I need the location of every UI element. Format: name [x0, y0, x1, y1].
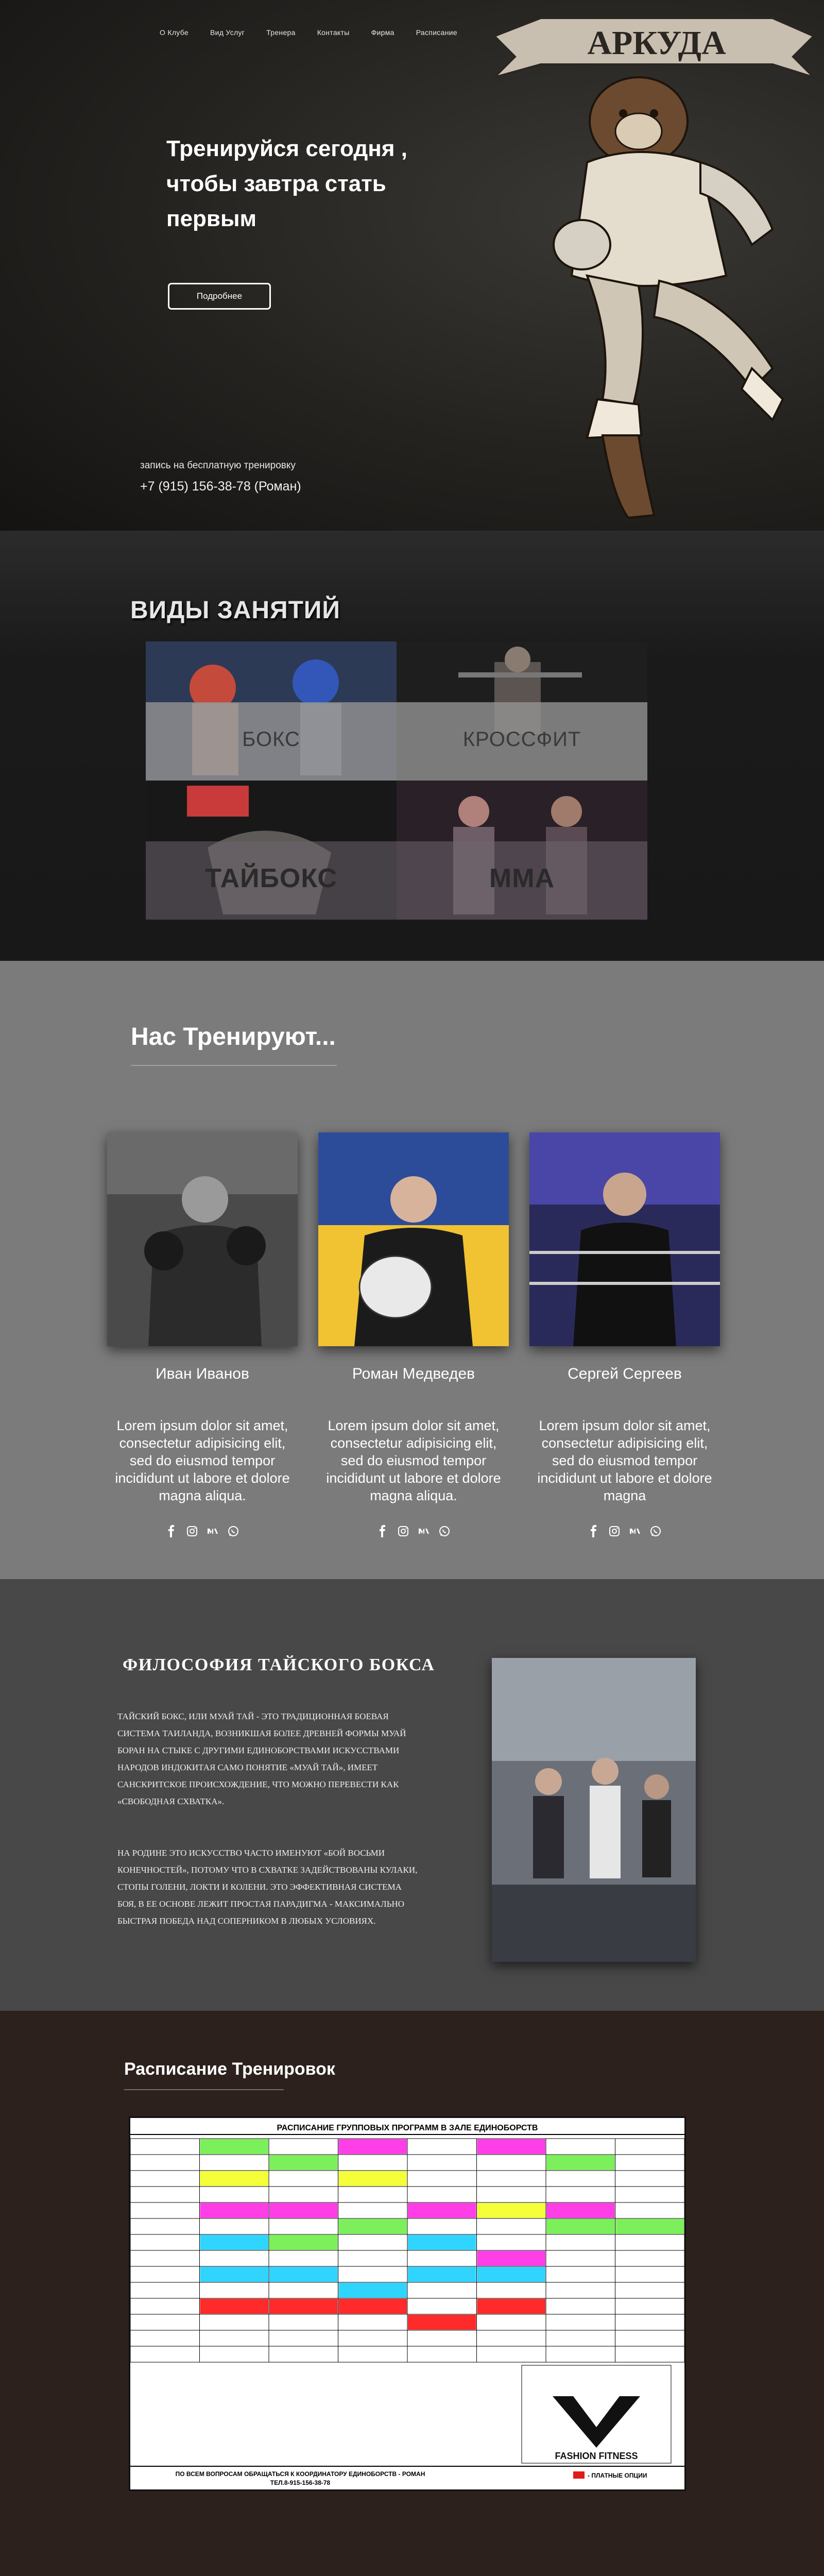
- tile-label: ТАЙБОКС: [205, 863, 337, 893]
- schedule-cell: [546, 2203, 615, 2218]
- schedule-cell: [200, 2203, 269, 2218]
- schedule-header: РАСПИСАНИЕ ГРУППОВЫХ ПРОГРАММ В ЗАЛЕ ЕДИНОБОРСТВ: [277, 2124, 538, 2132]
- vk-icon[interactable]: [418, 1525, 430, 1537]
- schedule-cell: [408, 2267, 476, 2282]
- hero-title: [166, 131, 475, 236]
- hero-title-line: первым: [166, 206, 257, 231]
- hero-phone[interactable]: +7 (915) 156-38-78 (Роман): [140, 479, 301, 494]
- vk-icon[interactable]: [629, 1525, 641, 1537]
- hero-title-line: чтобы завтра стать: [166, 171, 386, 196]
- logo-text: АРКУДА: [587, 24, 726, 62]
- schedule-cell: [200, 2171, 269, 2186]
- schedule-cell: [269, 2235, 338, 2250]
- schedule-footer: ПО ВСЕМ ВОПРОСАМ ОБРАЩАТЬСЯ К КООРДИНАТОРУ ЕДИНОБОРСТВ - РОМАН: [175, 2470, 425, 2478]
- schedule-cell: [269, 2203, 338, 2218]
- philosophy-paragraph: ТАЙСКИЙ БОКС, ИЛИ МУАЙ ТАЙ - ЭТО ТРАДИЦИОННАЯ БОЕВАЯ СИСТЕМА ТАИЛАНДА, ВОЗНИКШАЯ БОЛЕЕ ДРЕВНЕЙ ФОРМЫ МУАЙ БОРАН НА СТЫКЕ С ДРУГИМИ ЕДИНОБОРСТВАМИ ИСКУССТВАМИ НАРОДОВ ИНДОКИТАЯ САМО ПОНЯТИЕ «МУАЙ ТАЙ», ИМЕЕТ САНСКРИТСКОЕ ПРОИСХОЖДЕНИЕ, ЧТО МОЖНО ПЕРЕВЕСТИ КАК «СВОБОДНАЯ СХВАТКА».: [117, 1711, 406, 1806]
- schedule-cell: [408, 2203, 476, 2218]
- coach-photo: [318, 1132, 509, 1346]
- tile-label: БОКС: [242, 728, 300, 751]
- schedule-cell: [200, 2299, 269, 2314]
- main-nav: [160, 28, 457, 37]
- coach-photo: [529, 1132, 720, 1346]
- schedule-cell: [339, 2171, 407, 2186]
- hero-title-line: Тренируйся сегодня ,: [166, 136, 407, 161]
- coach-name: Роман Медведев: [352, 1365, 475, 1382]
- schedule-cell: [339, 2299, 407, 2314]
- club-logo: [484, 8, 824, 523]
- coach-photo: [107, 1132, 298, 1346]
- schedule-cell: [408, 2235, 476, 2250]
- whatsapp-icon[interactable]: [438, 1525, 451, 1537]
- coach-social: [107, 1525, 298, 1537]
- schedule-table: [129, 2116, 686, 2491]
- tile-mma[interactable]: [397, 781, 647, 920]
- schedule-title: Расписание Тренировок: [124, 2059, 335, 2079]
- nav-item-firm[interactable]: Фирма: [371, 28, 394, 37]
- schedule-footer-phone: ТЕЛ.8-915-156-38-78: [270, 2479, 331, 2486]
- schedule-cell: [477, 2299, 546, 2314]
- coach-name: Иван Иванов: [156, 1365, 249, 1382]
- nav-item-about[interactable]: О Клубе: [160, 28, 189, 37]
- coach-social: [318, 1525, 509, 1537]
- coach-text: Lorem ipsum dolor sit amet, consectetur adipisicing elit, sed do eiusmod tempor incididunt ut labore et dolore magna: [537, 1418, 712, 1503]
- nav-item-coaches[interactable]: Тренера: [266, 28, 296, 37]
- philosophy-section: [0, 1579, 824, 2011]
- title-divider: [124, 2089, 284, 2090]
- whatsapp-icon[interactable]: [649, 1525, 662, 1537]
- tile-label: КРОССФИТ: [462, 728, 581, 751]
- philosophy-title: ФИЛОСОФИЯ ТАЙСКОГО БОКСА: [123, 1655, 435, 1674]
- schedule-cell: [269, 2155, 338, 2170]
- schedule-cell: [477, 2251, 546, 2266]
- whatsapp-icon[interactable]: [227, 1525, 239, 1537]
- vk-icon[interactable]: [207, 1525, 219, 1537]
- kinds-title: ВИДЫ ЗАНЯТИЙ: [130, 597, 340, 624]
- more-button[interactable]: Подробнее: [168, 283, 271, 310]
- hero-section: [0, 0, 824, 531]
- schedule-cell: [339, 2139, 407, 2154]
- nav-item-contacts[interactable]: Контакты: [317, 28, 350, 37]
- signup-text: запись на бесплатную тренировку: [140, 460, 296, 471]
- coaches-section: [0, 961, 824, 1579]
- philosophy-paragraph: НА РОДИНЕ ЭТО ИСКУССТВО ЧАСТО ИМЕНУЮТ «БОЙ ВОСЬМИ КОНЕЧНОСТЕЙ», ПОТОМУ ЧТО В СХВАТКЕ ЗАДЕЙСТВОВАНЫ КУЛАКИ, СТОПЫ ГОЛЕНИ, ЛОКТИ И КОЛЕНИ. ЭТО ЭФФЕКТИВНАЯ СИСТЕМА БОЯ, В ЕЕ ОСНОВЕ ЛЕЖИТ ПРОСТАЯ ПАРАДИГМА - МАКСИМАЛЬНО БЫСТРАЯ ПОБЕДА НАД СОПЕРНИКОМ В ЛЮБЫХ УСЛОВИЯХ.: [117, 1848, 418, 1926]
- coach-name: Сергей Сергеев: [568, 1365, 682, 1382]
- coach-text: Lorem ipsum dolor sit amet, consectetur adipisicing elit, sed do eiusmod tempor incididunt ut labore et dolore magna aliqua.: [326, 1418, 501, 1503]
- coach-text: Lorem ipsum dolor sit amet, consectetur adipisicing elit, sed do eiusmod tempor incididunt ut labore et dolore magna aliqua.: [115, 1418, 290, 1503]
- nav-item-services[interactable]: Вид Услуг: [210, 28, 245, 37]
- schedule-cell: [546, 2155, 615, 2170]
- schedule-cell: [339, 2219, 407, 2234]
- schedule-cell: [269, 2267, 338, 2282]
- schedule-cell: [200, 2235, 269, 2250]
- kinds-section: [0, 531, 824, 961]
- coach-social: [529, 1525, 720, 1537]
- tile-crossfit[interactable]: [397, 641, 647, 781]
- instagram-icon[interactable]: [186, 1525, 198, 1537]
- title-divider: [131, 1065, 337, 1066]
- facebook-icon[interactable]: [588, 1525, 600, 1537]
- tile-label: ММА: [489, 863, 555, 893]
- instagram-icon[interactable]: [397, 1525, 409, 1537]
- schedule-cell: [200, 2267, 269, 2282]
- schedule-cell: [408, 2315, 476, 2330]
- tile-thaibox[interactable]: [146, 781, 397, 920]
- instagram-icon[interactable]: [608, 1525, 621, 1537]
- schedule-cell: [616, 2219, 684, 2234]
- schedule-cell: [477, 2203, 546, 2218]
- schedule-cell: [477, 2267, 546, 2282]
- schedule-cell: [339, 2283, 407, 2298]
- nav-item-schedule[interactable]: Расписание: [416, 28, 457, 37]
- philosophy-photo: [492, 1658, 696, 1962]
- schedule-cell: [200, 2139, 269, 2154]
- schedule-section: [0, 2011, 824, 2576]
- paid-legend-swatch: [573, 2471, 585, 2479]
- tile-boxing[interactable]: [146, 641, 397, 781]
- facebook-icon[interactable]: [376, 1525, 389, 1537]
- schedule-cell: [477, 2139, 546, 2154]
- schedule-cell: [546, 2219, 615, 2234]
- coaches-title: Нас Тренируют...: [131, 1023, 336, 1050]
- facebook-icon[interactable]: [165, 1525, 178, 1537]
- schedule-brand: FASHION FITNESS: [555, 2451, 638, 2461]
- schedule-legend: - ПЛАТНЫЕ ОПЦИИ: [588, 2472, 647, 2479]
- schedule-cell: [269, 2299, 338, 2314]
